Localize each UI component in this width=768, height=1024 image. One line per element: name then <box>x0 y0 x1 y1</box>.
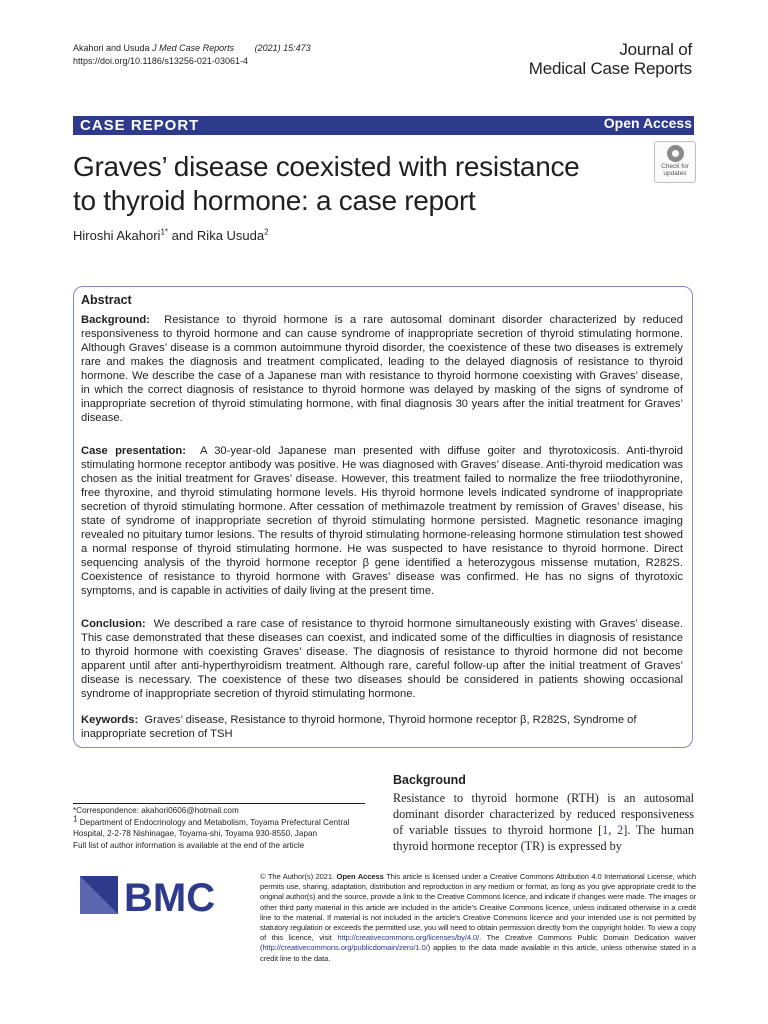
check-for-updates-line2: updates <box>663 170 687 177</box>
affiliation-note <box>73 813 373 840</box>
license-copyright: © The Author(s) 2021. <box>260 872 335 881</box>
abstract-heading: Abstract <box>81 293 132 307</box>
abstract-keywords-label: Keywords: <box>81 714 139 726</box>
author-name[interactable]: Hiroshi Akahori <box>73 228 161 243</box>
abstract-keywords <box>81 713 683 741</box>
check-for-updates-icon <box>667 145 684 162</box>
license-link[interactable]: http://creativecommons.org/publicdomain/zero/1.0/ <box>262 943 428 953</box>
license-text: . The Creative Commons Public Domain Dedication waiver ( <box>260 933 696 953</box>
author-name[interactable]: Rika Usuda <box>196 228 265 243</box>
citation-header <box>73 42 311 68</box>
abstract-case-presentation <box>81 444 683 598</box>
citation-line <box>73 42 311 55</box>
abstract-case-label: Case presentation: <box>81 445 186 457</box>
abstract-keywords-text: Graves’ disease, Resistance to thyroid hormone, Thyroid hormone receptor β, R282S, Syndrome of inappropriate secretion of TSH <box>81 714 637 740</box>
affiliation-text: Department of Endocrinology and Metabolism, Toyama Prefectural Central Hospital, 2-2-78 Nishinagae, Toyama-shi, Toyama 930-8550, Japan <box>73 817 350 838</box>
abstract-conclusion-label: Conclusion: <box>81 618 146 630</box>
abstract-conclusion <box>81 617 683 701</box>
article-title-line1: Graves’ disease coexisted with resistance <box>73 151 580 182</box>
abstract-conclusion-text: We described a rare case of resistance to thyroid hormone simultaneously existing with Graves’ disease. This case demonstrated that these diseases can coexist, and indicated some of the difficulties in diagnosis of resistance to thyroid hormone with coexisting Graves’ disease. The diagnosis of resistance to thyroid hormone did not become apparent until after anti-hyperthyroidism treatment. Although rare, careful follow-up after the initial treatment of Graves’ disease is necessary. The coexistence of these two diseases should be considered in patients showing occasional syndrome of inappropriate secretion of thyroid stimulating hormone. <box>81 618 684 700</box>
reference-link[interactable]: 1 <box>602 823 609 837</box>
license-statement <box>260 872 696 964</box>
abstract-case-text: A 30-year-old Japanese man presented with diffuse goiter and thyrotoxicosis. Anti-thyroid stimulating hormone receptor antibody was positive. He was diagnosed with Graves’ disease. Anti-thyroid medication was chosen as the initial treatment for Graves’ disease. However, this treatment failed to normalize the free triiodothyronine, free thyroxine, and thyroid stimulating hormone levels. His thyroid hormone levels indicated syndrome of inappropriate secretion of thyroid stimulating hormone. After cessation of methimazole treatment by remission of Graves’ disease, his state of syndrome of inappropriate secretion of thyroid stimulating hormone persisted. Magnetic resonance imaging revealed no pituitary tumor lesions. The results of thyroid stimulating hormone-releasing hormone stimulation test showed a normal response of thyroid stimulating hormone. He was suspected to have resistance to thyroid hormone. Direct sequencing analysis of the thyroid hormone receptor β gene identified a heterozygous missense mutation, R282S. Coexistence of resistance to thyroid hormone with Graves’ disease was confirmed. He has no signs of thyrotoxic symptoms, and is capable in activities of daily living at the present time. <box>81 445 684 597</box>
bmc-logo-icon <box>80 870 220 918</box>
license-text: ) applies to the data made available in this article, unless otherwise stated in a credit line to the data. <box>260 943 696 963</box>
citation-journal: J Med Case Reports <box>152 43 235 53</box>
check-for-updates-button[interactable] <box>654 141 696 183</box>
author-affiliation-marker: 1* <box>160 227 168 237</box>
article-title <box>73 150 633 218</box>
check-for-updates-line1: Check for <box>661 163 689 170</box>
author-list <box>73 228 269 244</box>
doi-link[interactable]: https://doi.org/10.1186/s13256-021-03061-4 <box>73 56 248 66</box>
abstract-background-label: Background: <box>81 314 150 326</box>
footnote-divider <box>73 803 365 804</box>
author-info-note: Full list of author information is available at the end of the article <box>73 840 305 850</box>
section-heading-background: Background <box>393 773 466 787</box>
affiliation-marker: 1 <box>73 813 78 823</box>
license-open-access: Open Access <box>336 872 384 881</box>
abstract-background-text: Resistance to thyroid hormone is a rare autosomal dominant disorder characterized by reduced responsiveness to thyroid hormone and can cause syndrome of inappropriate secretion of thyroid stimulating hormone. Although Graves’ disease is a common autoimmune thyroid disorder, the coexistence of these two diseases is extremely rare and makes the diagnosis and treatment complicated, leading to the delayed diagnosis of resistance to thyroid hormone. We describe the case of a Japanese man with resistance to thyroid hormone coexisting with Graves’ disease, in which the correct diagnosis of resistance to thyroid hormone was delayed by masking of the signs of syndrome of inappropriate secretion of thyroid stimulating hormone, with final diagnosis 30 years after the initial treatment for Graves’ disease. <box>81 314 683 424</box>
section-body-background <box>393 790 694 854</box>
license-text: This article is licensed under a Creative Commons Attribution 4.0 International License, which permits use, sharing, adaptation, distribution and reproduction in any medium or format, as long as you give appropriate credit to the original author(s) and the source, provide a link to the Creative Commons licence, and indicate if changes were made. The images or other third party material in this article are included in the article’s Creative Commons licence, unless indicated otherwise in a credit line to the material. If material is not included in the article’s Creative Commons licence and your intended use is not permitted by statutory regulation or exceeds the permitted use, you will need to obtain permission directly from the copyright holder. To view a copy of this licence, visit <box>260 872 696 943</box>
bmc-logo-text: BMC <box>124 876 216 918</box>
body-text: ]. The human thyroid hormone receptor (TR) is expressed by <box>393 823 694 853</box>
author-affiliation-marker: 2 <box>264 227 269 237</box>
author-separator: and <box>168 228 197 243</box>
correspondence-note[interactable]: *Correspondence: akahori0606@hotmail.com <box>73 806 239 815</box>
citation-authors: Akahori and Usuda <box>73 43 150 53</box>
footnotes <box>73 805 373 851</box>
article-title-line2: to thyroid hormone: a case report <box>73 185 476 216</box>
journal-name-line2: Medical Case Reports <box>528 59 692 78</box>
open-access-label: Open Access <box>603 115 692 131</box>
journal-name <box>529 40 692 78</box>
reference-link[interactable]: 2 <box>617 823 624 837</box>
article-type-label: CASE REPORT <box>80 117 200 134</box>
body-text: Resistance to thyroid hormone (RTH) is an autosomal dominant disorder characterized by reduced responsiveness of variable tissues to thyroid hormone [ <box>393 791 694 837</box>
abstract-background <box>81 313 683 425</box>
license-link[interactable]: http://creativecommons.org/licenses/by/4.0/ <box>337 933 480 943</box>
reference-separator: , <box>608 823 618 837</box>
journal-name-line1: Journal of <box>619 40 692 59</box>
citation-year-volume: (2021) 15:473 <box>254 43 311 53</box>
